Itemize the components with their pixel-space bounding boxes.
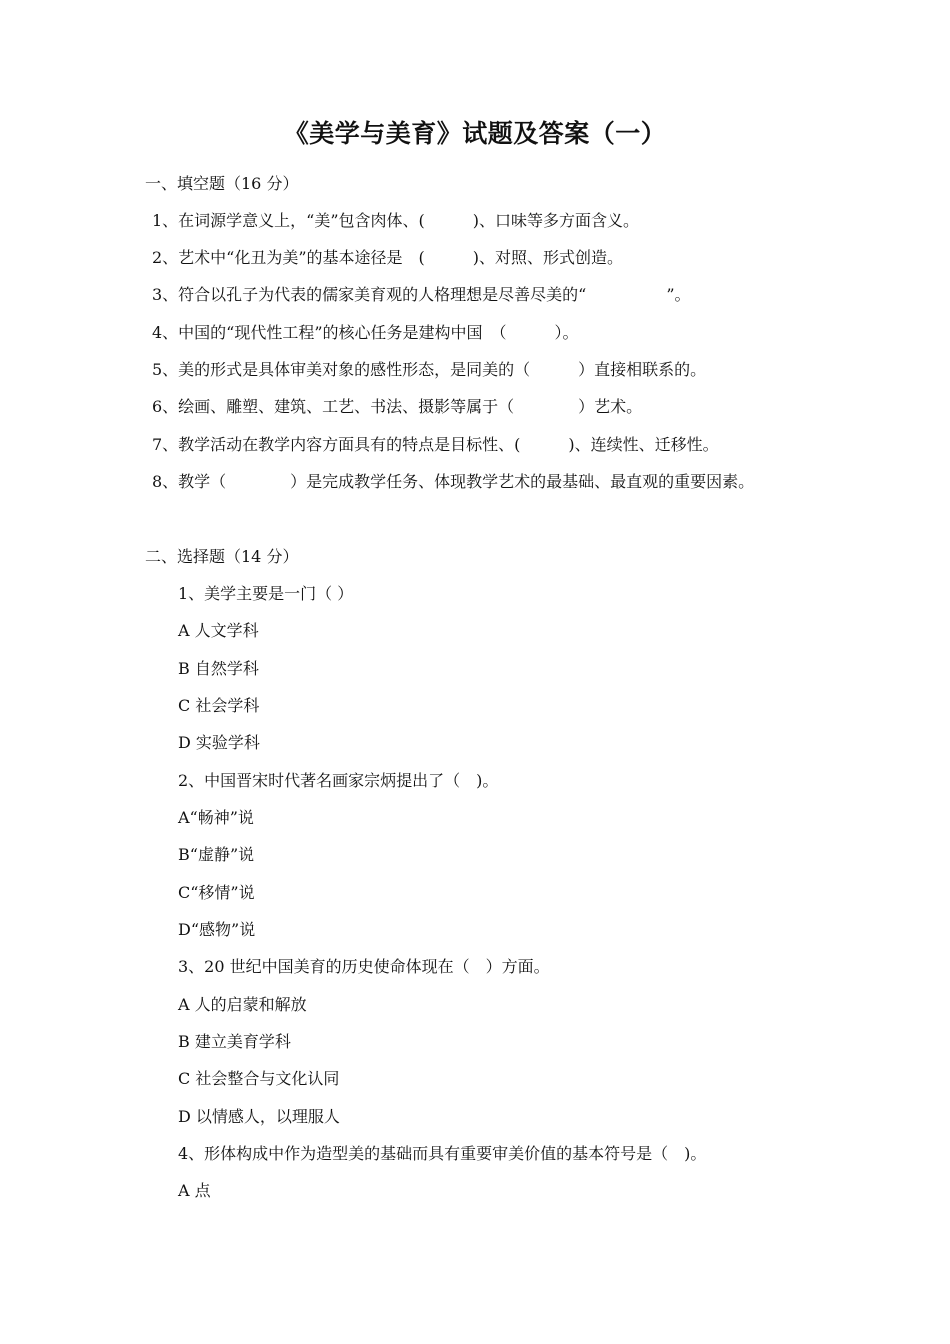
fill-question-8: 8、教学（ ）是完成教学任务、体现教学艺术的最基础、最直观的重要因素。 <box>152 472 755 491</box>
choice-question-3: 3、20 世纪中国美育的历史使命体现在（ ）方面。 <box>178 957 550 976</box>
fill-question-1: 1、在词源学意义上，“美”包含肉体、( )、口味等多方面含义。 <box>152 211 640 230</box>
choice-option: A 人文学科 <box>178 621 259 640</box>
choice-question-1: 1、美学主要是一门（ ） <box>178 584 354 603</box>
choice-option: C 社会学科 <box>178 696 260 715</box>
choice-option: A“畅神”说 <box>178 808 254 827</box>
fill-question-2: 2、艺术中“化丑为美”的基本途径是 ( )、对照、形式创造。 <box>152 248 624 267</box>
choice-option: D“感物”说 <box>178 920 256 939</box>
choice-option: A 人的启蒙和解放 <box>178 995 307 1014</box>
choice-question-2: 2、中国晋宋时代著名画家宗炳提出了（ )。 <box>178 771 499 790</box>
choice-option: D 实验学科 <box>178 733 260 752</box>
choice-option: B“虚静”说 <box>178 845 255 864</box>
choice-option: A 点 <box>178 1181 211 1200</box>
section-heading-multiple-choice: 二、选择题（14 分） <box>145 547 299 566</box>
fill-question-3: 3、符合以孔子为代表的儒家美育观的人格理想是尽善尽美的“ ”。 <box>152 285 691 304</box>
choice-option: C“移情”说 <box>178 883 255 902</box>
choice-option: B 自然学科 <box>178 659 259 678</box>
choice-option: D 以情感人，以理服人 <box>178 1107 340 1126</box>
choice-option: B 建立美育学科 <box>178 1032 291 1051</box>
page-title: 《美学与美育》试题及答案（一） <box>283 119 667 148</box>
fill-question-7: 7、教学活动在教学内容方面具有的特点是目标性、( )、连续性、迁移性。 <box>152 435 719 454</box>
fill-question-5: 5、美的形式是具体审美对象的感性形态，是同美的（ ）直接相联系的。 <box>152 360 707 379</box>
choice-option: C 社会整合与文化认同 <box>178 1069 340 1088</box>
fill-question-4: 4、中国的“现代性工程”的核心任务是建构中国 （ ）。 <box>152 323 579 342</box>
fill-question-6: 6、绘画、雕塑、建筑、工艺、书法、摄影等属于（ ）艺术。 <box>152 397 643 416</box>
choice-question-4: 4、形体构成中作为造型美的基础而具有重要审美价值的基本符号是（ )。 <box>178 1144 707 1163</box>
section-heading-fill-blank: 一、填空题（16 分） <box>145 174 299 193</box>
